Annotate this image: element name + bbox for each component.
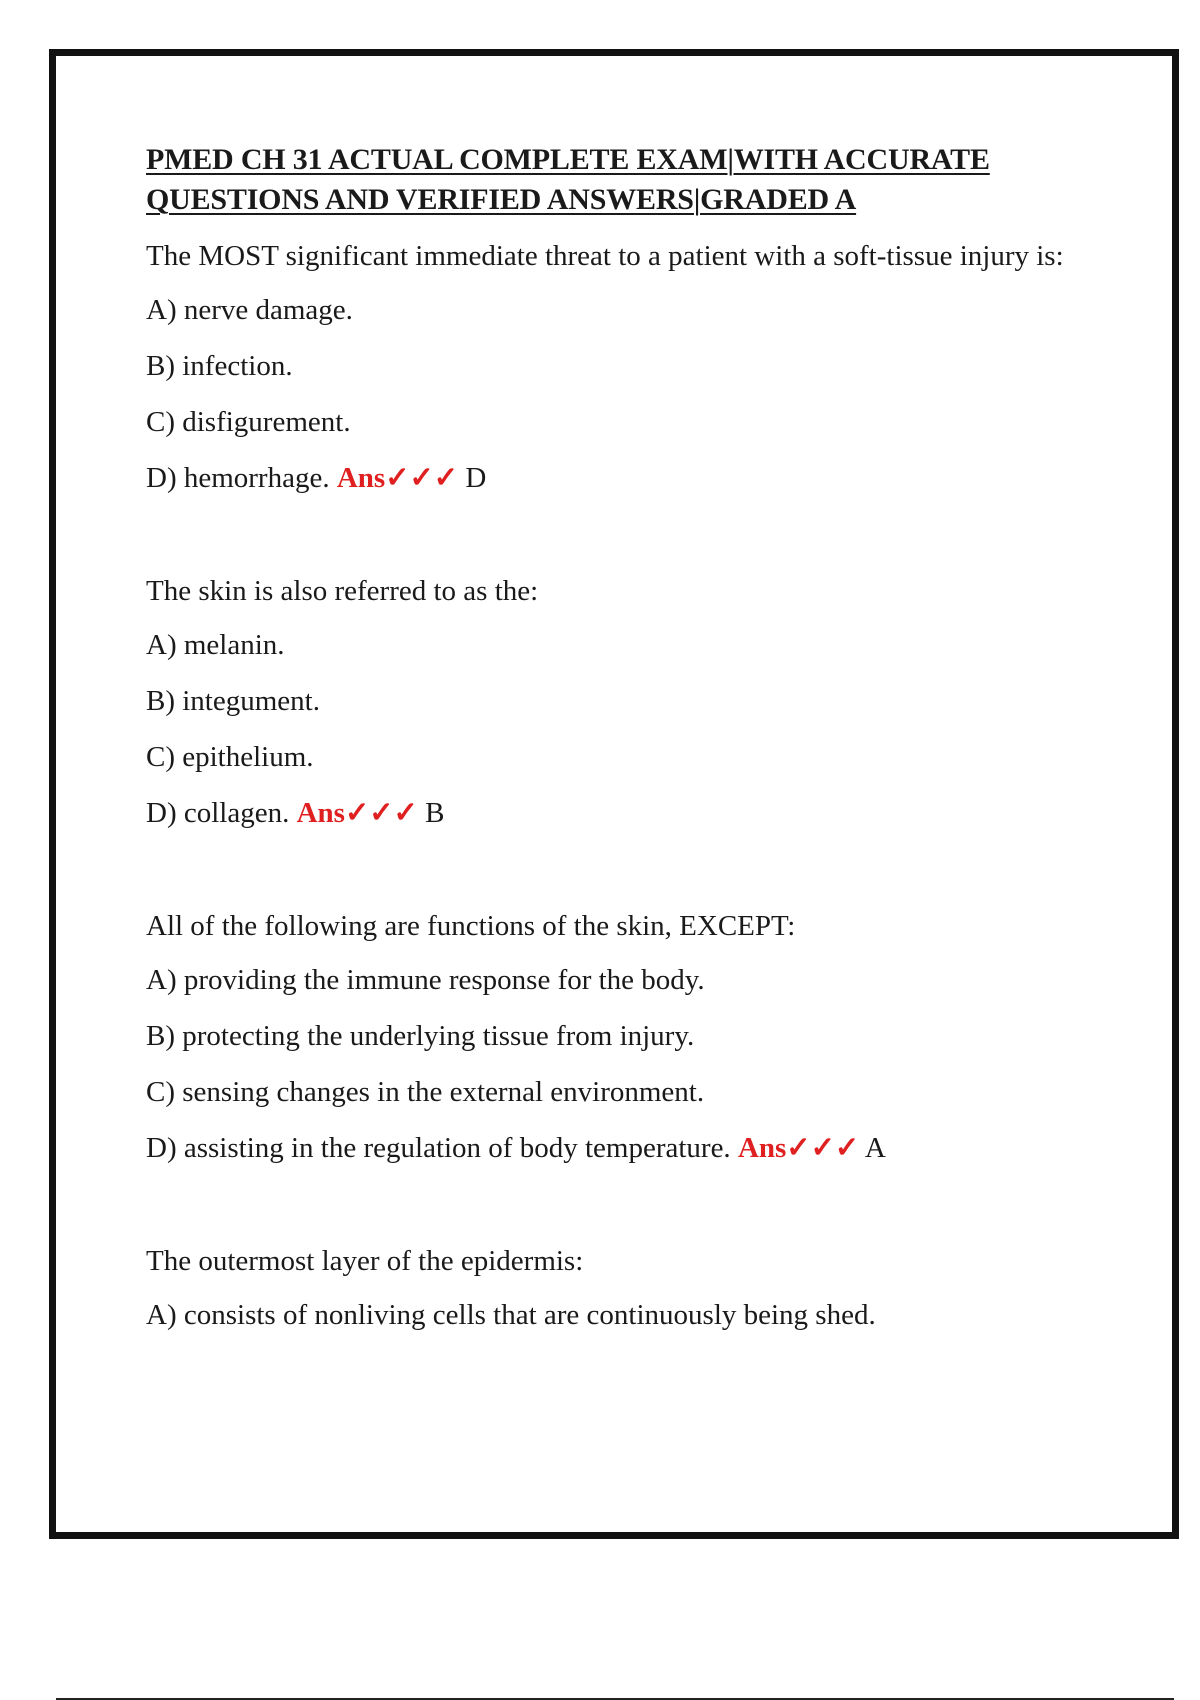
document-title [146,140,1086,220]
option-d-text: D) hemorrhage. [146,462,330,494]
option-a: A) providing the immune response for the body. [146,964,705,996]
answer-label: Ans✓✓✓ [737,1132,860,1164]
option-b: B) integument. [146,685,320,717]
answer-value: D [465,462,487,494]
question-prompt: The outermost layer of the epidermis: [146,1245,584,1277]
option-c: C) epithelium. [146,741,314,773]
answer-label: Ans✓✓✓ [296,797,418,829]
answer-value: A [864,1132,886,1164]
question-prompt: The skin is also referred to as the: [146,575,539,607]
option-a: A) nerve damage. [146,294,353,326]
option-c: C) disfigurement. [146,406,351,438]
option-b: B) protecting the underlying tissue from injury. [146,1020,695,1052]
option-c: C) sensing changes in the external environment. [146,1076,705,1108]
question-block-2 [146,571,1086,834]
question-block-3 [146,906,1086,1169]
option-d [146,1128,1086,1169]
option-d [146,793,1086,834]
option-d-text: D) assisting in the regulation of body temperature. [146,1132,731,1164]
option-b: B) infection. [146,350,293,382]
option-d [146,458,1086,499]
question-prompt: All of the following are functions of the skin, EXCEPT: [146,910,796,942]
answer-value: B [425,797,445,829]
question-block-4 [146,1241,1086,1336]
option-a: A) consists of nonliving cells that are continuously being shed. [146,1299,876,1331]
title-line-2: QUESTIONS AND VERIFIED ANSWERS|GRADED A [146,183,857,216]
option-d-text: D) collagen. [146,797,290,829]
option-a: A) melanin. [146,629,285,661]
title-line-1: PMED CH 31 ACTUAL COMPLETE EXAM|WITH ACCURATE [146,143,990,176]
question-block-1 [146,236,1086,499]
question-prompt: The MOST significant immediate threat to a patient with a soft-tissue injury is: [146,240,1064,272]
document-content [146,140,1086,1336]
answer-label: Ans✓✓✓ [336,462,459,494]
